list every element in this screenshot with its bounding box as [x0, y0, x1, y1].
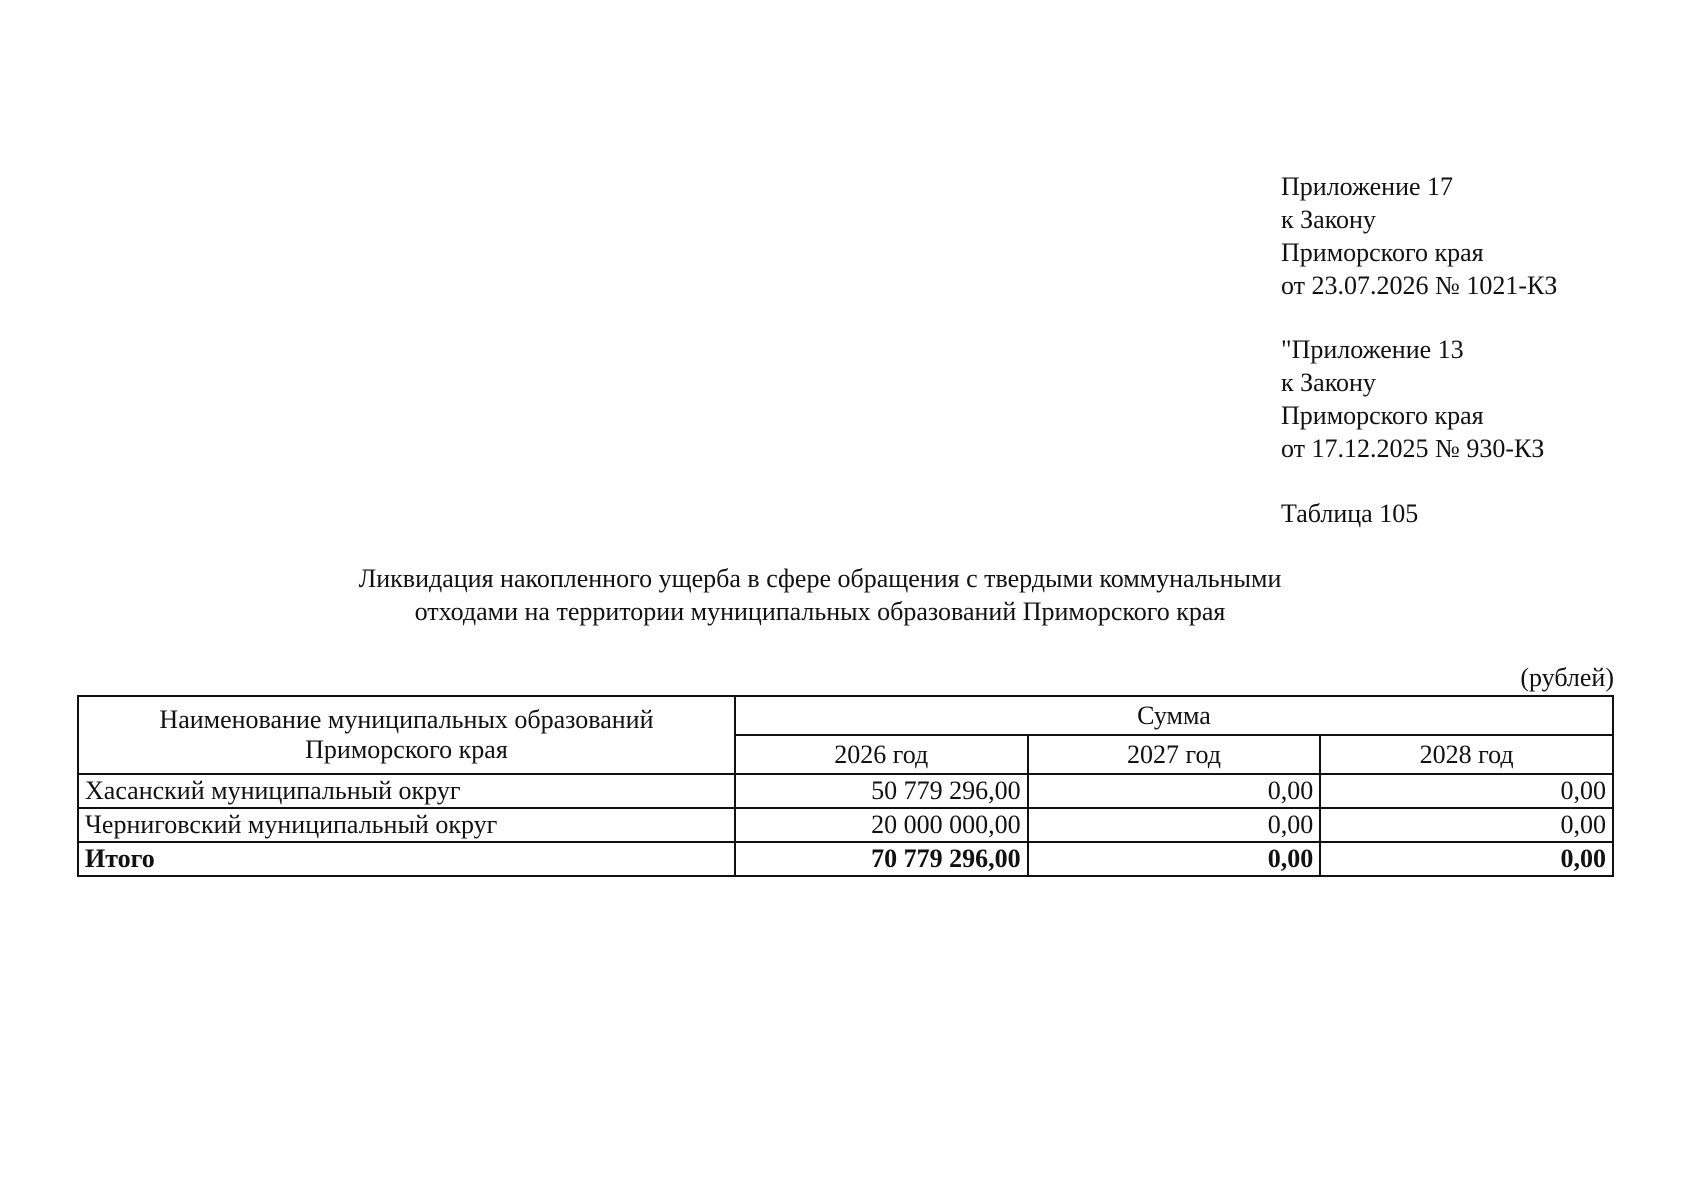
header-year: 2026 год — [735, 735, 1028, 774]
annex-line: "Приложение 13 — [1281, 335, 1464, 364]
annex-header-amended — [1281, 333, 1544, 465]
document-title — [240, 562, 1400, 628]
title-line: Ликвидация накопленного ущерба в сфере обращения с твердыми коммунальными — [358, 564, 1282, 593]
header-municipality — [78, 696, 735, 774]
annex-line: Приморского края — [1281, 401, 1484, 430]
title-line: отходами на территории муниципальных образований Приморского края — [414, 597, 1226, 626]
annex-line: Приложение 17 — [1281, 172, 1454, 201]
annex-line: к Закону — [1281, 368, 1376, 397]
header-year: 2027 год — [1028, 735, 1321, 774]
amount-cell: 50 779 296,00 — [735, 774, 1028, 808]
amount-cell: 0,00 — [1320, 808, 1613, 842]
total-amount-cell: 0,00 — [1320, 842, 1613, 876]
header-municipality-line: Наименование муниципальных образований — [159, 705, 654, 734]
total-row — [78, 842, 1613, 876]
total-amount-cell: 0,00 — [1028, 842, 1321, 876]
table-row — [78, 808, 1613, 842]
total-amount-cell: 70 779 296,00 — [735, 842, 1028, 876]
header-year: 2028 год — [1320, 735, 1613, 774]
annex-header-current — [1281, 170, 1557, 302]
annex-line: от 17.12.2025 № 930-КЗ — [1281, 434, 1545, 463]
amount-cell: 0,00 — [1320, 774, 1613, 808]
table-header-row — [78, 696, 1613, 735]
amount-cell: 20 000 000,00 — [735, 808, 1028, 842]
table-row — [78, 774, 1613, 808]
annex-line: к Закону — [1281, 205, 1376, 234]
amount-cell: 0,00 — [1028, 774, 1321, 808]
budget-table — [77, 695, 1614, 877]
header-municipality-line: Приморского края — [305, 735, 508, 764]
annex-line: от 23.07.2026 № 1021-КЗ — [1281, 271, 1558, 300]
amount-cell: 0,00 — [1028, 808, 1321, 842]
units-label: (рублей) — [1520, 663, 1614, 692]
annex-line: Приморского края — [1281, 238, 1484, 267]
total-label: Итого — [78, 842, 735, 876]
municipality-name: Хасанский муниципальный округ — [78, 774, 735, 808]
header-sum: Сумма — [735, 696, 1613, 735]
municipality-name: Черниговский муниципальный округ — [78, 808, 735, 842]
table-number: Таблица 105 — [1281, 499, 1419, 528]
